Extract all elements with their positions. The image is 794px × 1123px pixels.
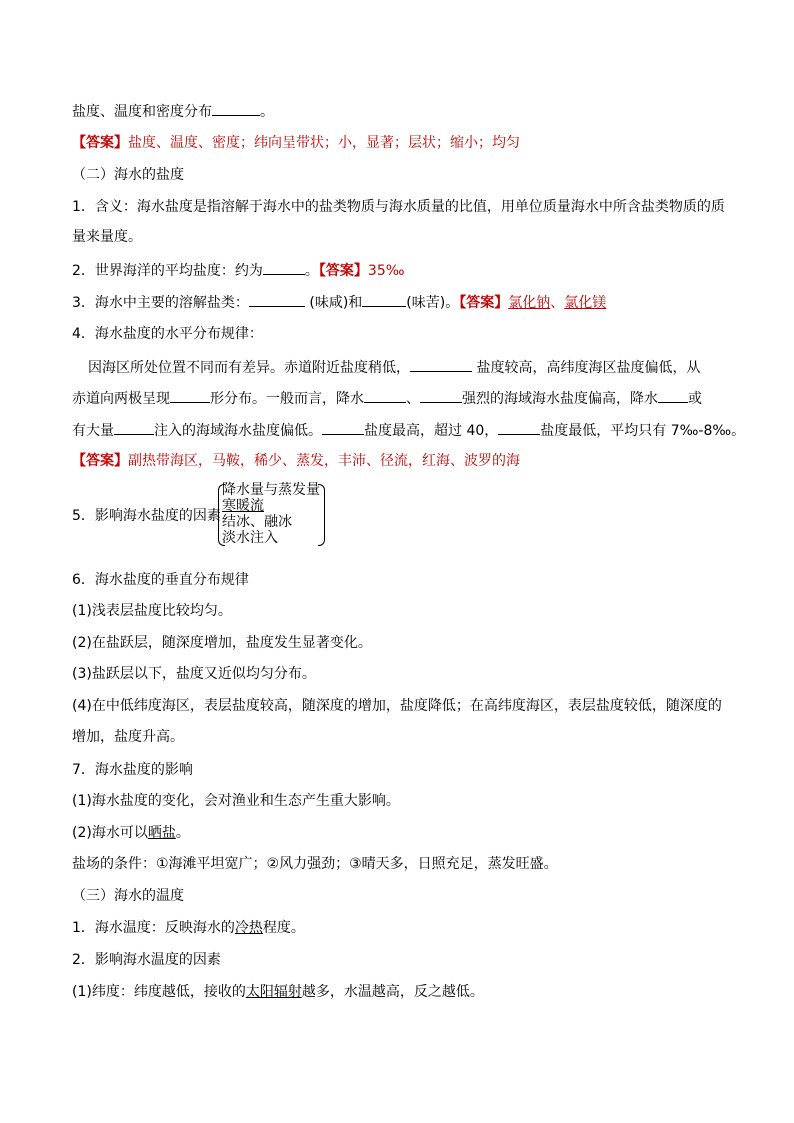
answer-tag: 【答案】 bbox=[318, 263, 368, 279]
text: 盐度、温度和密度分布 bbox=[72, 104, 212, 120]
factor-item: 降水量与蒸发量 bbox=[222, 482, 320, 498]
text-line: 盐场的条件：①海滩平坦宽广；②风力强劲；③晴天多，日照充足，蒸发旺盛。 bbox=[72, 856, 558, 872]
answer-blank bbox=[322, 420, 364, 435]
text-line: 2．影响海水温度的因素 bbox=[72, 952, 221, 968]
answer-tag: 【答案】 bbox=[72, 135, 128, 151]
factor-item: 淡水注入 bbox=[222, 530, 278, 546]
text-line: 增加，盐度升高。 bbox=[72, 729, 184, 745]
text-line: 量来量度。 bbox=[72, 229, 142, 245]
answer-blank bbox=[362, 292, 406, 307]
answer-blank bbox=[263, 260, 305, 275]
text-line: 有大量 注入的海域海水盐度偏低。 盐度最高，超过 40， 盐度最低，平均只有 7‰-8‰。 bbox=[72, 420, 745, 441]
text-line: 盐度、温度和密度分布 。 bbox=[72, 101, 274, 122]
answer-blank bbox=[420, 388, 462, 403]
answer-blank bbox=[212, 101, 260, 116]
text-line: 5．影响海水盐度的因素 bbox=[72, 508, 221, 524]
text-line: (2)海水可以晒盐。 bbox=[72, 825, 190, 841]
answer-text: 副热带海区，马鞍，稀少、蒸发，丰沛、径流，红海、波罗的海 bbox=[128, 453, 520, 469]
answer-line bbox=[72, 451, 520, 471]
section-heading: （三）海水的温度 bbox=[72, 888, 184, 904]
text-line: (1)浅表层盐度比较均匀。 bbox=[72, 603, 232, 619]
text-line: (1)海水盐度的变化，会对渔业和生态产生重大影响。 bbox=[72, 793, 400, 809]
text-line: (3)盐跃层以下，盐度又近似均匀分布。 bbox=[72, 666, 316, 682]
text-line: 因海区所处位置不同而有差异。赤道附近盐度稍低， 盐度较高，高纬度海区盐度偏低，从 bbox=[88, 357, 700, 378]
text-line: 4．海水盐度的水平分布规律： bbox=[72, 326, 263, 342]
answer-blank bbox=[170, 388, 210, 403]
text-line: 1．含义：海水盐度是指溶解于海水中的盐类物质与海水质量的比值，用单位质量海水中所含盐类物质的质 bbox=[72, 199, 725, 215]
factor-list bbox=[222, 482, 322, 546]
text-line: 2．世界海洋的平均盐度：约为 。【答案】35‰ bbox=[72, 260, 405, 281]
answer-blank bbox=[364, 388, 406, 403]
text-line: 1．海水温度：反映海水的冷热程度。 bbox=[72, 920, 305, 936]
section-heading: （二）海水的盐度 bbox=[72, 167, 184, 183]
text-line: 赤道向两极呈现 形分布。一般而言，降水 、 强烈的海域海水盐度偏高，降水 或 bbox=[72, 388, 702, 409]
answer-text: 盐度、温度、密度；纬向呈带状；小，显著；层状；缩小；均匀 bbox=[128, 135, 520, 151]
answer-blank bbox=[498, 420, 540, 435]
right-brace bbox=[318, 484, 325, 546]
answer-blank bbox=[658, 388, 688, 403]
answer-line bbox=[72, 133, 520, 153]
answer-blank bbox=[249, 292, 305, 307]
answer-text: 35‰ bbox=[367, 263, 405, 279]
factor-item: 结冰、融冰 bbox=[222, 514, 292, 530]
text-line: 7．海水盐度的影响 bbox=[72, 762, 193, 778]
answer-blank bbox=[410, 357, 472, 372]
text-line: (2)在盐跃层，随深度增加，盐度发生显著变化。 bbox=[72, 635, 372, 651]
factor-item: 寒暖流 bbox=[222, 498, 264, 514]
answer-tag: 【答案】 bbox=[459, 295, 509, 311]
text-line: (4)在中低纬度海区，表层盐度较高，随深度的增加，盐度降低；在高纬度海区，表层盐度较低，随深度的 bbox=[72, 698, 722, 714]
text-line: 6．海水盐度的垂直分布规律 bbox=[72, 572, 249, 588]
answer-blank bbox=[114, 420, 154, 435]
text-line: 3．海水中主要的溶解盐类： (味咸)和 (味苦)。【答案】氯化钠、氯化镁 bbox=[72, 292, 606, 313]
answer-tag: 【答案】 bbox=[72, 453, 128, 469]
text-line: (1)纬度：纬度越低，接收的太阳辐射越多，水温越高，反之越低。 bbox=[72, 984, 484, 1000]
